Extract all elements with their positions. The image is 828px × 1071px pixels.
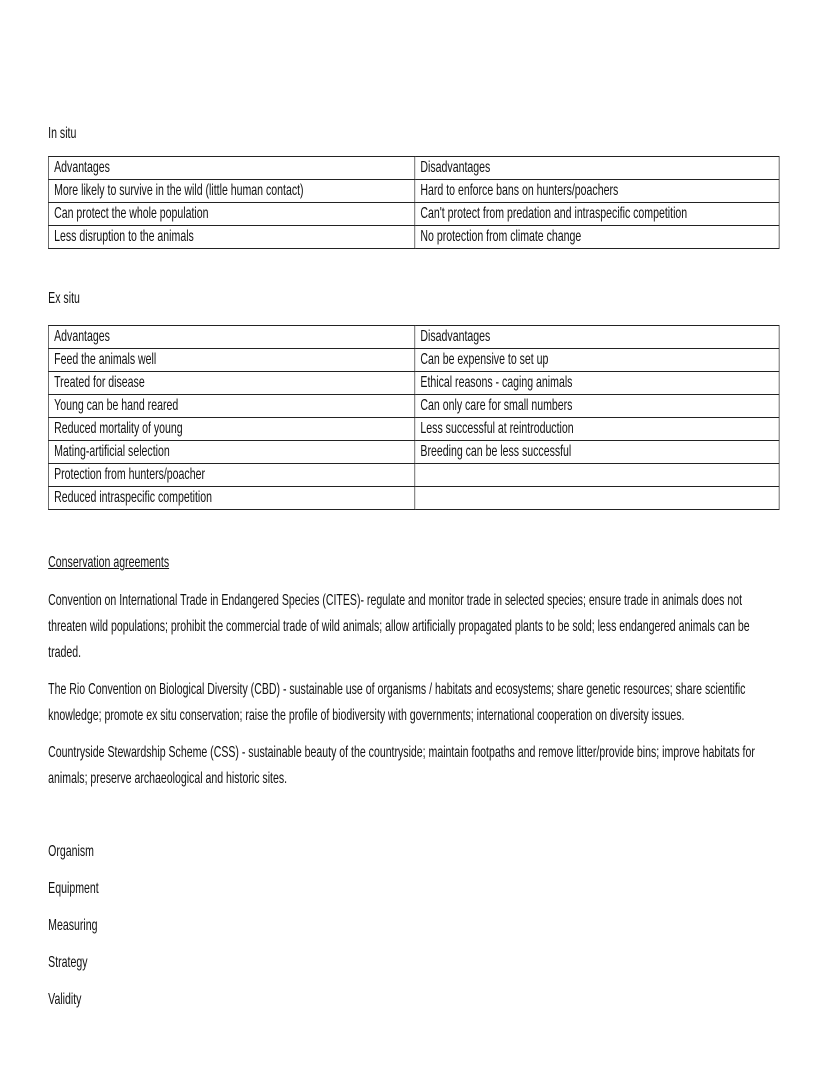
header-advantages: Advantages (49, 157, 415, 180)
table-cell: Reduced mortality of young (49, 418, 415, 441)
table-row (49, 180, 780, 203)
table-cell: Can be expensive to set up (415, 349, 779, 372)
table-cell: Feed the animals well (49, 349, 415, 372)
table-cell: Less successful at reintroduction (415, 418, 779, 441)
table-cell: Can only care for small numbers (415, 395, 779, 418)
list-item-equipment: Equipment (48, 880, 99, 897)
in-situ-table (48, 156, 779, 249)
list-item-measuring: Measuring (48, 917, 98, 934)
table-cell: Protection from hunters/poacher (49, 464, 415, 487)
table-row (49, 203, 780, 226)
table-cell: Can protect the whole population (49, 203, 415, 226)
table-header-row (49, 326, 780, 349)
table-row (49, 464, 780, 487)
table-row (49, 372, 780, 395)
keyword-list (48, 842, 779, 1010)
table-cell (415, 464, 779, 487)
table-cell: More likely to survive in the wild (little human contact) (49, 180, 415, 203)
table-row (49, 395, 780, 418)
table-row (49, 226, 780, 249)
table-cell (415, 487, 779, 510)
agreements-section (48, 553, 779, 1027)
table-cell: No protection from climate change (415, 226, 779, 249)
header-advantages: Advantages (49, 326, 415, 349)
table-cell: Can't protect from predation and intraspecific competition (415, 203, 779, 226)
conservation-agreements-heading: Conservation agreements (48, 554, 170, 571)
ex-situ-title: Ex situ (48, 290, 80, 307)
table-row (49, 418, 780, 441)
list-item-strategy: Strategy (48, 954, 88, 971)
table-cell: Reduced intraspecific competition (49, 487, 415, 510)
ex-situ-table (48, 325, 779, 510)
cbd-paragraph: The Rio Convention on Biological Diversity (CBD) - sustainable use of organisms / habitats and ecosystems; share genetic resources; share scientific knowledge; promote ex situ conservation; raise the profile of biodiversity with governments; international cooperation on diversity issues. (48, 681, 746, 724)
table-cell: Ethical reasons - caging animals (415, 372, 779, 395)
in-situ-title: In situ (48, 125, 77, 142)
list-item-organism: Organism (48, 843, 94, 860)
table-header-row (49, 157, 780, 180)
table-row (49, 349, 780, 372)
table-cell: Less disruption to the animals (49, 226, 415, 249)
list-item-validity: Validity (48, 991, 82, 1008)
table-cell: Hard to enforce bans on hunters/poachers (415, 180, 779, 203)
table-cell: Young can be hand reared (49, 395, 415, 418)
header-disadvantages: Disadvantages (415, 157, 779, 180)
header-disadvantages: Disadvantages (415, 326, 779, 349)
table-row (49, 441, 780, 464)
table-cell: Breeding can be less successful (415, 441, 779, 464)
table-cell: Mating-artificial selection (49, 441, 415, 464)
cites-paragraph: Convention on International Trade in Endangered Species (CITES)- regulate and monitor trade in selected species; ensure trade in animals does not threaten wild populations; prohibit the commercial trade of wild animals; allow artificially propagated plants to be sold; less endangered animals can be traded. (48, 592, 750, 661)
table-cell: Treated for disease (49, 372, 415, 395)
css-paragraph: Countryside Stewardship Scheme (CSS) - sustainable beauty of the countryside; maintain footpaths and remove litter/provide bins; improve habitats for animals; preserve archaeological and historic sites. (48, 744, 755, 787)
table-row (49, 487, 780, 510)
